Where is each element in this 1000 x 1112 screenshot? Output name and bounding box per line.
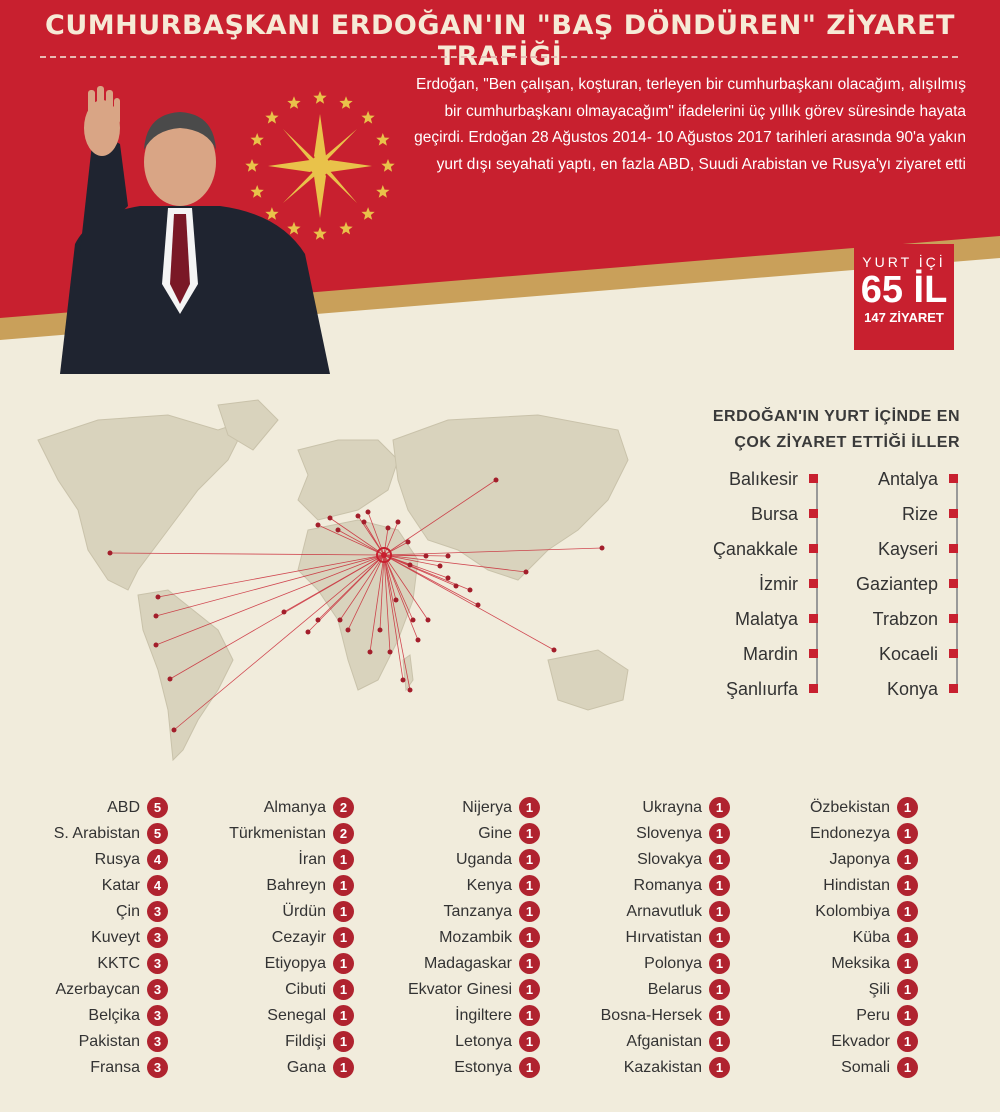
- destination-dot: [524, 570, 529, 575]
- visit-count-badge: 1: [333, 979, 354, 1000]
- destination-dot: [408, 563, 413, 568]
- country-name: Ekvador: [831, 1033, 890, 1050]
- destination-dot: [446, 576, 451, 581]
- country-name: Hindistan: [823, 877, 890, 894]
- destination-dot: [438, 564, 443, 569]
- country-row: [760, 952, 920, 978]
- visit-count-badge: 3: [147, 1005, 168, 1026]
- country-column: [760, 796, 920, 1082]
- country-name: Gine: [478, 825, 512, 842]
- star-icon: [376, 133, 389, 146]
- country-name: Japonya: [829, 851, 890, 868]
- country-name: Almanya: [263, 799, 326, 816]
- destination-dot: [378, 628, 383, 633]
- country-name: Peru: [856, 1007, 890, 1024]
- country-row: [196, 796, 356, 822]
- star-icon: [381, 159, 394, 172]
- visit-count-badge: 1: [519, 875, 540, 896]
- country-name: Endonezya: [809, 825, 890, 842]
- destination-dot: [408, 688, 413, 693]
- visit-count-badge: 3: [147, 901, 168, 922]
- visit-count-badge: 1: [709, 953, 730, 974]
- country-column: [572, 796, 732, 1082]
- city-item: İzmir: [650, 571, 820, 606]
- country-name: Mozambik: [439, 929, 512, 946]
- destination-dot: [386, 526, 391, 531]
- country-column: [10, 796, 170, 1082]
- country-name: Çin: [115, 903, 140, 920]
- country-name: Hırvatistan: [625, 929, 702, 946]
- destination-dot: [356, 514, 361, 519]
- visit-count-badge: 1: [333, 1005, 354, 1026]
- country-row: [10, 926, 170, 952]
- destination-dot: [552, 648, 557, 653]
- country-row: [382, 848, 542, 874]
- world-map: [18, 380, 658, 780]
- country-row: [10, 978, 170, 1004]
- country-row: [196, 874, 356, 900]
- domestic-visits-badge: [854, 244, 954, 350]
- visit-count-badge: 3: [147, 953, 168, 974]
- destination-dot: [446, 554, 451, 559]
- star-icon: [339, 96, 352, 109]
- country-row: [10, 874, 170, 900]
- country-name: Senegal: [267, 1007, 326, 1024]
- visit-count-badge: 1: [709, 1005, 730, 1026]
- country-name: Fransa: [90, 1059, 140, 1076]
- country-name: Ürdün: [282, 903, 326, 920]
- country-column: [196, 796, 356, 1082]
- country-row: [760, 1030, 920, 1056]
- country-name: Azerbaycan: [55, 981, 140, 998]
- country-name: Afganistan: [626, 1033, 702, 1050]
- visit-count-badge: 3: [147, 1057, 168, 1078]
- country-row: [10, 900, 170, 926]
- country-row: [196, 1056, 356, 1082]
- star-icon: [361, 207, 374, 220]
- country-name: Kuveyt: [91, 929, 140, 946]
- visit-count-badge: 1: [519, 953, 540, 974]
- country-name: Estonya: [454, 1059, 512, 1076]
- city-item: Mardin: [650, 641, 820, 676]
- country-row: [760, 874, 920, 900]
- star-icon: [376, 185, 389, 198]
- country-name: Fildişi: [285, 1033, 326, 1050]
- country-name: Kenya: [466, 877, 512, 894]
- country-name: Tanzanya: [443, 903, 512, 920]
- country-name: Meksika: [831, 955, 890, 972]
- city-marker: [949, 684, 958, 693]
- country-name: Kolombiya: [815, 903, 890, 920]
- city-item: Konya: [800, 676, 960, 711]
- country-row: [572, 952, 732, 978]
- country-name: Nijerya: [462, 799, 512, 816]
- destination-dot: [282, 610, 287, 615]
- city-marker: [949, 579, 958, 588]
- europe-shape: [298, 440, 398, 520]
- country-name: Etiyopya: [264, 955, 326, 972]
- country-name: Slovenya: [636, 825, 702, 842]
- visit-count-badge: 5: [147, 797, 168, 818]
- destination-dot: [411, 618, 416, 623]
- visit-count-badge: 1: [519, 1005, 540, 1026]
- destination-dot: [316, 523, 321, 528]
- visit-count-badge: 1: [897, 849, 918, 870]
- destination-dot: [362, 520, 367, 525]
- country-name: Letonya: [455, 1033, 512, 1050]
- destination-dot: [424, 554, 429, 559]
- country-name: KKTC: [97, 955, 140, 972]
- country-row: [10, 796, 170, 822]
- city-item: Kocaeli: [800, 641, 960, 676]
- city-marker: [949, 614, 958, 623]
- destination-dot: [154, 643, 159, 648]
- visit-count-badge: 1: [897, 927, 918, 948]
- destination-dot: [172, 728, 177, 733]
- visit-count-badge: 1: [897, 901, 918, 922]
- country-name: Cibuti: [285, 981, 326, 998]
- destination-dot: [426, 618, 431, 623]
- destination-dot: [108, 551, 113, 556]
- visit-count-badge: 1: [519, 979, 540, 1000]
- country-name: Belarus: [647, 981, 702, 998]
- destination-dot: [396, 520, 401, 525]
- top-cities-title-line1: ERDOĞAN'IN YURT İÇİNDE EN: [712, 408, 960, 425]
- visit-count-badge: 1: [709, 1031, 730, 1052]
- city-marker: [949, 649, 958, 658]
- destination-dot: [494, 478, 499, 483]
- country-row: [196, 926, 356, 952]
- country-row: [382, 796, 542, 822]
- country-name: S. Arabistan: [53, 825, 140, 842]
- country-row: [382, 926, 542, 952]
- visit-count-badge: 1: [897, 979, 918, 1000]
- visit-count-badge: 2: [333, 797, 354, 818]
- visit-count-badge: 3: [147, 927, 168, 948]
- country-row: [382, 900, 542, 926]
- city-item: Bursa: [650, 501, 820, 536]
- visit-count-badge: 1: [897, 875, 918, 896]
- star-icon: [361, 111, 374, 124]
- country-row: [572, 796, 732, 822]
- intro-paragraph: Erdoğan, "Ben çalışan, koşturan, terleyen bir cumhurbaşkanı olacağım, alışılmış bir cumhurbaşkanı olmayacağım" ifadelerini üç yıllık görev süresinde hayata geçirdi. Erdoğan 28 Ağustos 2014- 10 Ağustos 2017 tarihleri arasında 90'a yakın yurt dışı seyahati yaptı, en fazla ABD, Suudi Arabistan ve Rusya'yı ziyaret etti: [414, 76, 966, 173]
- visit-count-badge: 1: [519, 849, 540, 870]
- destination-dot: [401, 678, 406, 683]
- visit-count-badge: 4: [147, 849, 168, 870]
- country-name: Şili: [868, 981, 890, 998]
- visit-count-badge: 1: [897, 823, 918, 844]
- country-row: [196, 848, 356, 874]
- visit-count-badge: 1: [897, 1057, 918, 1078]
- country-name: Bosna-Hersek: [600, 1007, 702, 1024]
- city-item: Antalya: [800, 466, 960, 501]
- country-row: [572, 1056, 732, 1082]
- destination-dot: [328, 516, 333, 521]
- badge-province-count: 65 İL: [860, 269, 948, 311]
- destination-dot: [168, 677, 173, 682]
- destination-dot: [156, 595, 161, 600]
- country-row: [760, 1004, 920, 1030]
- country-name: Somali: [841, 1059, 890, 1076]
- country-row: [10, 952, 170, 978]
- visit-count-badge: 1: [333, 875, 354, 896]
- visit-count-badge: 1: [519, 797, 540, 818]
- visit-count-badge: 1: [333, 953, 354, 974]
- city-marker: [949, 509, 958, 518]
- badge-label: YURT İÇİ: [862, 254, 946, 270]
- country-name: Pakistan: [78, 1033, 140, 1050]
- visit-count-badge: 1: [709, 1057, 730, 1078]
- country-column: [382, 796, 542, 1082]
- country-row: [10, 1056, 170, 1082]
- visit-count-badge: 1: [709, 901, 730, 922]
- destination-dot: [346, 628, 351, 633]
- country-row: [10, 1030, 170, 1056]
- country-row: [572, 1004, 732, 1030]
- city-item: Şanlıurfa: [650, 676, 820, 711]
- visit-count-badge: 1: [897, 797, 918, 818]
- country-row: [572, 1030, 732, 1056]
- country-row: [760, 1056, 920, 1082]
- north-america-shape: [38, 415, 248, 590]
- country-row: [382, 978, 542, 1004]
- country-name: Slovakya: [637, 851, 702, 868]
- country-row: [382, 1030, 542, 1056]
- country-name: Polonya: [644, 955, 702, 972]
- city-item: Malatya: [650, 606, 820, 641]
- country-row: [760, 796, 920, 822]
- visit-count-badge: 1: [709, 979, 730, 1000]
- country-name: ABD: [107, 799, 140, 816]
- country-row: [572, 822, 732, 848]
- visit-count-badge: 1: [333, 1031, 354, 1052]
- country-name: İran: [298, 851, 326, 868]
- country-name: Uganda: [455, 851, 512, 868]
- country-name: Cezayir: [271, 929, 326, 946]
- city-item: Gaziantep: [800, 571, 960, 606]
- visit-count-badge: 1: [333, 927, 354, 948]
- city-item: Balıkesir: [650, 466, 820, 501]
- country-row: [196, 900, 356, 926]
- country-row: [10, 848, 170, 874]
- country-name: Rusya: [94, 851, 140, 868]
- page-title: CUMHURBAŞKANI ERDOĞAN'IN "BAŞ DÖNDÜREN" ZİYARET TRAFİĞİ: [45, 10, 955, 72]
- country-row: [760, 926, 920, 952]
- country-name: Bahreyn: [266, 877, 326, 894]
- cities-right-column: [800, 466, 960, 711]
- destination-dot: [468, 588, 473, 593]
- destination-dot: [600, 546, 605, 551]
- title-divider: [40, 56, 958, 58]
- country-row: [572, 900, 732, 926]
- country-row: [196, 952, 356, 978]
- top-cities-title: [690, 404, 960, 456]
- visit-count-badge: 1: [709, 927, 730, 948]
- country-name: Romanya: [633, 877, 702, 894]
- origin-dot: [381, 552, 387, 558]
- country-row: [382, 1056, 542, 1082]
- country-row: [10, 822, 170, 848]
- country-name: İngiltere: [455, 1007, 512, 1024]
- country-name: Küba: [852, 929, 890, 946]
- country-row: [196, 978, 356, 1004]
- country-name: Arnavutluk: [626, 903, 702, 920]
- star-icon: [339, 222, 352, 235]
- country-row: [10, 1004, 170, 1030]
- destination-dot: [416, 638, 421, 643]
- top-cities-title-line2: ÇOK ZİYARET ETTİĞİ İLLER: [734, 434, 960, 451]
- country-row: [760, 848, 920, 874]
- visit-count-badge: 1: [333, 849, 354, 870]
- country-name: Ukrayna: [642, 799, 702, 816]
- country-name: Kazakistan: [623, 1059, 702, 1076]
- visit-count-badge: 2: [333, 823, 354, 844]
- destination-dot: [454, 584, 459, 589]
- destination-dot: [338, 618, 343, 623]
- destination-dot: [306, 630, 311, 635]
- visit-count-badge: 3: [147, 979, 168, 1000]
- cities-left-column: [650, 466, 820, 711]
- visit-count-badge: 1: [709, 797, 730, 818]
- visit-count-badge: 1: [519, 927, 540, 948]
- visit-count-badge: 1: [709, 849, 730, 870]
- city-item: Kayseri: [800, 536, 960, 571]
- city-marker: [949, 474, 958, 483]
- country-row: [196, 1030, 356, 1056]
- country-name: Özbekistan: [809, 799, 890, 816]
- city-item: Trabzon: [800, 606, 960, 641]
- country-name: Katar: [101, 877, 140, 894]
- country-name: Gana: [286, 1059, 326, 1076]
- destination-dot: [154, 614, 159, 619]
- visit-count-badge: 1: [333, 901, 354, 922]
- visit-count-badge: 1: [333, 1057, 354, 1078]
- badge-visit-count: 147 ZİYARET: [864, 310, 944, 325]
- city-item: Rize: [800, 501, 960, 536]
- destination-dot: [406, 540, 411, 545]
- country-row: [572, 848, 732, 874]
- visit-count-badge: 1: [897, 1005, 918, 1026]
- destination-dot: [388, 650, 393, 655]
- country-row: [196, 822, 356, 848]
- city-item: Çanakkale: [650, 536, 820, 571]
- country-row: [196, 1004, 356, 1030]
- country-row: [760, 900, 920, 926]
- country-name: Belçika: [88, 1007, 140, 1024]
- country-row: [382, 822, 542, 848]
- country-name: Türkmenistan: [229, 825, 326, 842]
- visit-count-badge: 1: [897, 1031, 918, 1052]
- visit-count-badge: 4: [147, 875, 168, 896]
- country-row: [382, 952, 542, 978]
- country-row: [382, 1004, 542, 1030]
- destination-dot: [476, 603, 481, 608]
- visit-count-badge: 1: [519, 901, 540, 922]
- visit-count-badge: 1: [897, 953, 918, 974]
- city-marker: [949, 544, 958, 553]
- south-america-shape: [138, 590, 233, 760]
- country-name: Madagaskar: [423, 955, 512, 972]
- visit-count-badge: 1: [519, 1031, 540, 1052]
- destination-dot: [368, 650, 373, 655]
- country-row: [572, 874, 732, 900]
- president-portrait: [50, 84, 340, 374]
- country-row: [572, 978, 732, 1004]
- australia-shape: [548, 650, 628, 710]
- country-row: [760, 978, 920, 1004]
- visit-count-badge: 1: [709, 823, 730, 844]
- destination-dot: [394, 598, 399, 603]
- africa-shape: [298, 520, 418, 690]
- visit-count-badge: 3: [147, 1031, 168, 1052]
- country-row: [382, 874, 542, 900]
- destination-dot: [316, 618, 321, 623]
- visit-count-badge: 1: [519, 1057, 540, 1078]
- country-name: Ekvator Ginesi: [407, 981, 512, 998]
- country-row: [760, 822, 920, 848]
- destination-dot: [366, 510, 371, 515]
- country-row: [572, 926, 732, 952]
- visit-count-badge: 5: [147, 823, 168, 844]
- visit-count-badge: 1: [709, 875, 730, 896]
- destination-dot: [336, 528, 341, 533]
- visit-count-badge: 1: [519, 823, 540, 844]
